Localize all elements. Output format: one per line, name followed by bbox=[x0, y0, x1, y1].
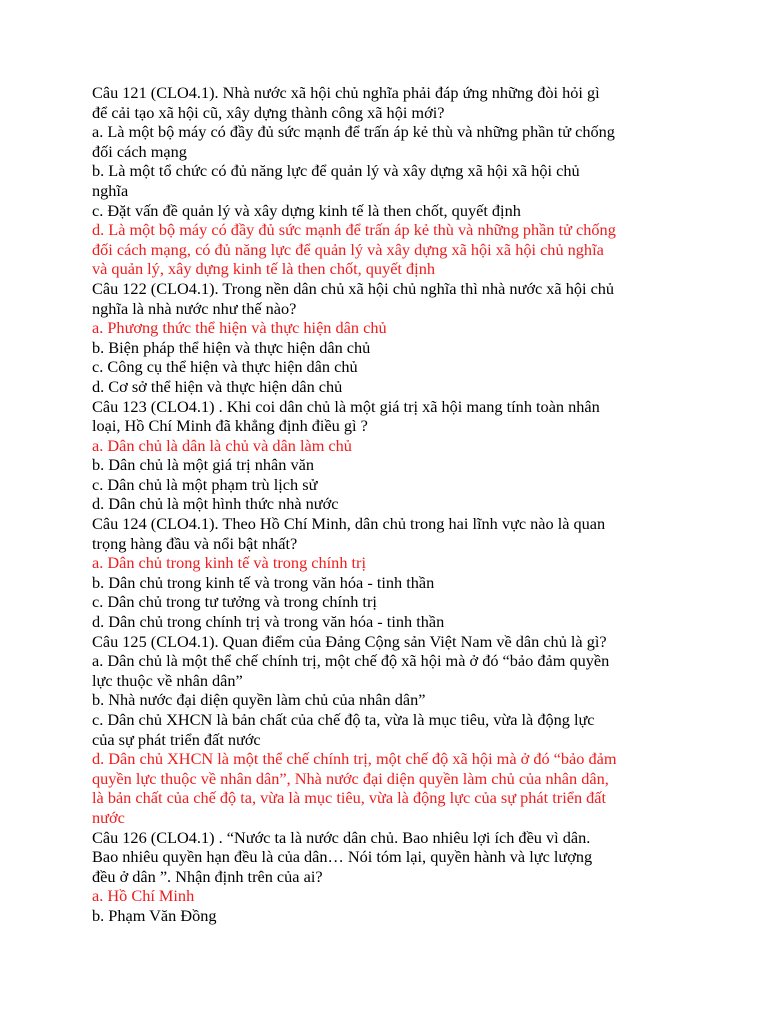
text-line: của sự phát triển đất nước bbox=[92, 729, 261, 749]
answer-line-correct: a. Hồ Chí Minh bbox=[92, 886, 195, 906]
answer-line-correct: nước bbox=[92, 807, 125, 827]
text-line: Câu 122 (CLO4.1). Trong nền dân chủ xã hội chủ nghĩa thì nhà nước xã hội chủ bbox=[92, 278, 615, 298]
answer-line-correct: và quản lý, xây dựng kinh tế là then chốt, quyết định bbox=[92, 259, 435, 279]
text-line: b. Là một tổ chức có đủ năng lực để quản lý và xây dựng xã hội xã hội chủ bbox=[92, 161, 580, 181]
text-line: Câu 125 (CLO4.1). Quan điểm của Đảng Cộng sản Việt Nam về dân chủ là gì? bbox=[92, 631, 607, 651]
text-line: để cải tạo xã hội cũ, xây dựng thành công xã hội mới? bbox=[92, 102, 445, 122]
text-line: trọng hàng đầu và nổi bật nhất? bbox=[92, 533, 298, 553]
document-page bbox=[92, 83, 692, 926]
text-line: a. Dân chủ là một thể chế chính trị, một chế độ xã hội mà ở đó “bảo đảm quyền bbox=[92, 651, 610, 671]
answer-line-correct: d. Dân chủ XHCN là một thể chế chính trị, một chế độ xã hội mà ở đó “bảo đảm bbox=[92, 749, 617, 769]
text-line: b. Dân chủ là một giá trị nhân văn bbox=[92, 455, 314, 475]
text-line: Câu 123 (CLO4.1) . Khi coi dân chủ là một giá trị xã hội mang tính toàn nhân bbox=[92, 396, 600, 416]
text-line: d. Dân chủ trong chính trị và trong văn hóa - tinh thần bbox=[92, 612, 445, 632]
text-line: b. Phạm Văn Đồng bbox=[92, 905, 217, 925]
answer-line-correct: a. Dân chủ trong kinh tế và trong chính trị bbox=[92, 553, 366, 573]
answer-line-correct: đối cách mạng, có đủ năng lực để quản lý và xây dựng xã hội xã hội chủ nghĩa bbox=[92, 239, 604, 259]
answer-line-correct: là bản chất của chế độ ta, vừa là mục tiêu, vừa là động lực của sự phát triển đất bbox=[92, 788, 607, 808]
text-line: c. Dân chủ là một phạm trù lịch sử bbox=[92, 474, 318, 494]
text-line: đều ở dân ”. Nhận định trên của ai? bbox=[92, 866, 323, 886]
text-line: d. Dân chủ là một hình thức nhà nước bbox=[92, 494, 339, 514]
answer-line-correct: a. Dân chủ là dân là chủ và dân làm chủ bbox=[92, 435, 352, 455]
answer-line-correct: d. Là một bộ máy có đầy đủ sức mạnh để trấn áp kẻ thù và những phần tử chống bbox=[92, 220, 616, 240]
text-line: b. Biện pháp thể hiện và thực hiện dân chủ bbox=[92, 337, 371, 357]
text-line: Bao nhiêu quyền hạn đều là của dân… Nói tóm lại, quyền hành và lực lượng bbox=[92, 847, 593, 867]
text-line: Câu 126 (CLO4.1) . “Nước ta là nước dân chủ. Bao nhiêu lợi ích đều vì dân. bbox=[92, 827, 591, 847]
text-line: nghĩa bbox=[92, 180, 129, 200]
text-line: lực thuộc về nhân dân” bbox=[92, 670, 243, 690]
text-line: nghĩa là nhà nước như thế nào? bbox=[92, 298, 297, 318]
text-line: c. Dân chủ XHCN là bản chất của chế độ ta, vừa là mục tiêu, vừa là động lực bbox=[92, 710, 595, 729]
text-line: a. Là một bộ máy có đầy đủ sức mạnh để trấn áp kẻ thù và những phần tử chống bbox=[92, 122, 615, 142]
text-line: đối cách mạng bbox=[92, 141, 187, 161]
text-line: loại, Hồ Chí Minh đã khẳng định điều gì ? bbox=[92, 416, 368, 436]
text-line: Câu 121 (CLO4.1). Nhà nước xã hội chủ nghĩa phải đáp ứng những đòi hỏi gì bbox=[92, 83, 600, 102]
text-line: b. Dân chủ trong kinh tế và trong văn hóa - tinh thần bbox=[92, 572, 435, 592]
answer-line-correct: quyền lực thuộc về nhân dân”, Nhà nước đại diện quyền làm chủ của nhân dân, bbox=[92, 768, 609, 788]
text-line: Câu 124 (CLO4.1). Theo Hồ Chí Minh, dân chủ trong hai lĩnh vực nào là quan bbox=[92, 514, 606, 534]
text-line: c. Dân chủ trong tư tưởng và trong chính trị bbox=[92, 592, 377, 612]
text-line: c. Đặt vấn đề quản lý và xây dựng kinh tế là then chốt, quyết định bbox=[92, 200, 521, 220]
text-line: d. Cơ sở thể hiện và thực hiện dân chủ bbox=[92, 376, 343, 396]
text-line: b. Nhà nước đại diện quyền làm chủ của nhân dân” bbox=[92, 690, 426, 710]
answer-line-correct: a. Phương thức thể hiện và thực hiện dân chủ bbox=[92, 318, 387, 338]
text-line: c. Công cụ thể hiện và thực hiện dân chủ bbox=[92, 357, 358, 377]
